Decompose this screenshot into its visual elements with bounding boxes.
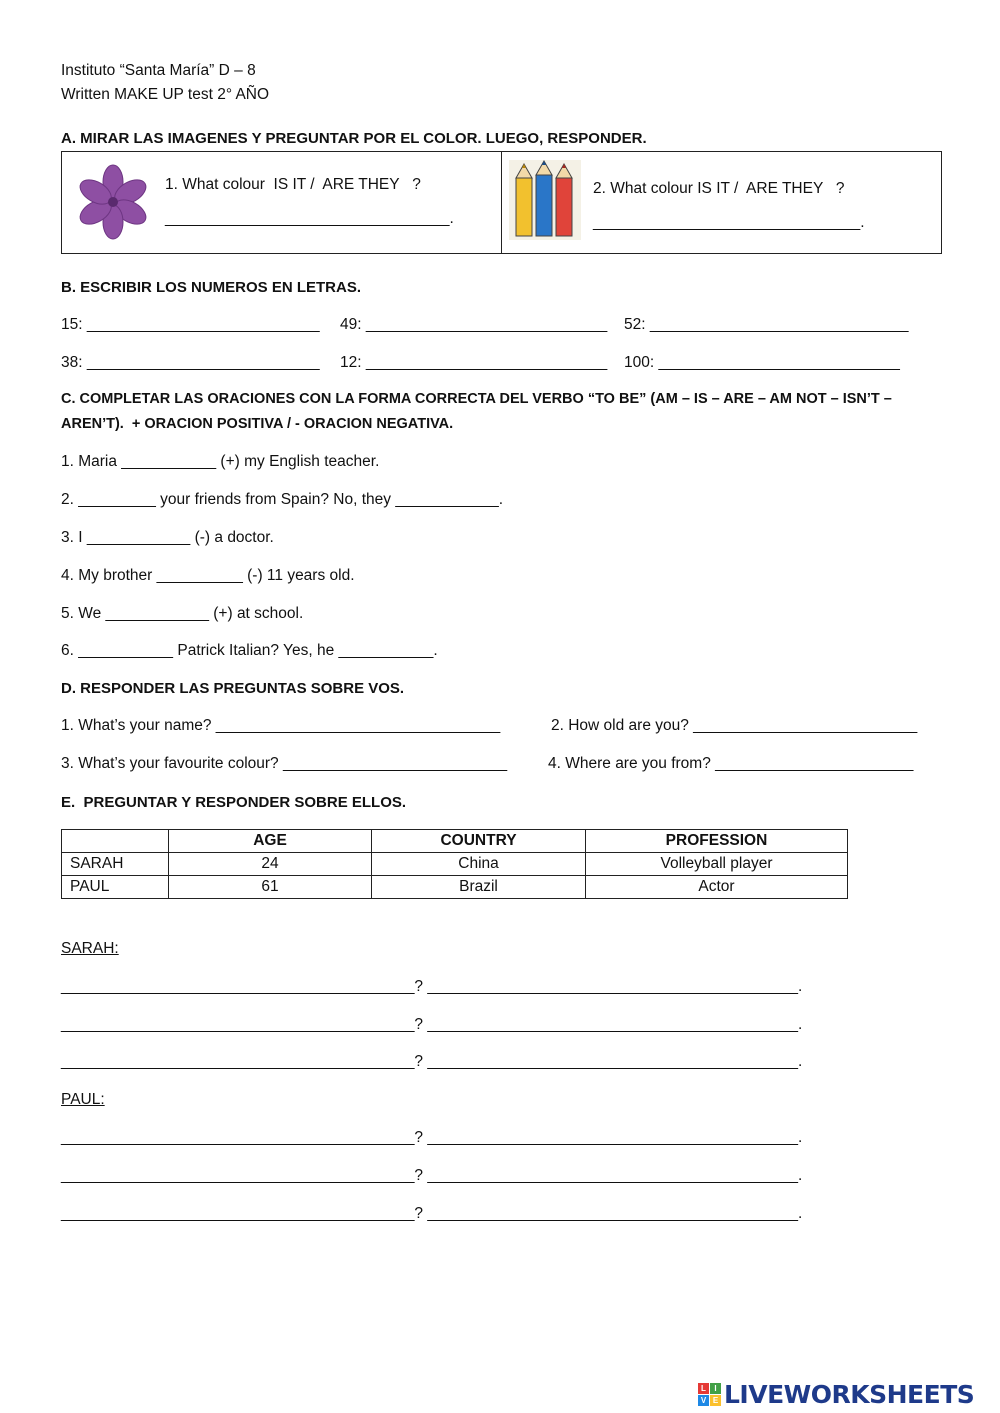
answer-1-line[interactable]: _________________________________. [165,210,454,227]
paul-label: PAUL: [61,1091,105,1108]
sentence-1[interactable]: 1. Maria ___________ (+) my English teacher. [61,453,380,470]
logo-mark-letter: E [710,1395,721,1406]
sentence-2[interactable]: 2. _________ your friends from Spain? No, they ____________. [61,491,504,508]
logo-mark-icon [698,1383,721,1406]
question-age[interactable]: 2. How old are you? __________________________ [551,717,918,734]
flower-image [75,164,151,240]
logo-text: LIVEWORKSHEETS [724,1379,975,1409]
number-38[interactable]: 38: ___________________________ [61,354,320,371]
section-c-title-line1: C. COMPLETAR LAS ORACIONES CON LA FORMA CORRECTA DEL VERBO “TO BE” (AM – IS – ARE – AM NOT – ISN’T – [61,391,892,407]
liveworksheets-logo [698,1377,974,1411]
paul-qa-line-3[interactable]: _________________________________________? ___________________________________________. [61,1205,803,1222]
answer-2-line[interactable]: _______________________________. [593,214,865,231]
sentence-5[interactable]: 5. We ____________ (+) at school. [61,605,304,622]
table-cell: Brazil [372,876,586,899]
table-cell: 61 [169,876,372,899]
table-header-row [62,830,848,853]
logo-mark-letter: L [698,1383,709,1394]
table-header-cell: PROFESSION [586,830,848,853]
number-49[interactable]: 49: ____________________________ [340,316,608,333]
section-c-title-line2: AREN’T). + ORACION POSITIVA / - ORACION NEGATIVA. [61,416,454,432]
question-favourite-colour[interactable]: 3. What’s your favourite colour? __________________________ [61,755,508,772]
sarah-qa-line-2[interactable]: _________________________________________? ___________________________________________. [61,1016,803,1033]
box-divider [501,152,502,253]
section-b-title: B. ESCRIBIR LOS NUMEROS EN LETRAS. [61,279,362,296]
sentence-3[interactable]: 3. I ____________ (-) a doctor. [61,529,274,546]
logo-mark-letter: V [698,1395,709,1406]
question-name[interactable]: 1. What’s your name? _________________________________ [61,717,501,734]
question-2: 2. What colour IS IT / ARE THEY ? [593,180,845,197]
sarah-label: SARAH: [61,940,119,957]
school-name: Instituto “Santa María” D – 8 [61,62,256,79]
section-a-box [61,151,942,254]
table-row [62,876,848,899]
question-1: 1. What colour IS IT / ARE THEY ? [165,176,421,193]
pencils-image [509,160,581,240]
section-e-title: E. PREGUNTAR Y RESPONDER SOBRE ELLOS. [61,794,407,811]
table-cell: Volleyball player [586,853,848,876]
sarah-qa-line-1[interactable]: _________________________________________? ___________________________________________. [61,978,803,995]
table-header-cell: AGE [169,830,372,853]
paul-qa-line-2[interactable]: _________________________________________? ___________________________________________. [61,1167,803,1184]
table-cell: 24 [169,853,372,876]
table-cell: SARAH [62,853,169,876]
section-a-title: A. MIRAR LAS IMAGENES Y PREGUNTAR POR EL COLOR. LUEGO, RESPONDER. [61,130,647,147]
table-header-cell: COUNTRY [372,830,586,853]
number-15[interactable]: 15: ___________________________ [61,316,320,333]
sentence-6[interactable]: 6. ___________ Patrick Italian? Yes, he ___________. [61,642,438,659]
table-row [62,853,848,876]
table-cell: PAUL [62,876,169,899]
number-12[interactable]: 12: ____________________________ [340,354,608,371]
number-52[interactable]: 52: ______________________________ [624,316,909,333]
question-origin[interactable]: 4. Where are you from? _______________________ [548,755,914,772]
sentence-4[interactable]: 4. My brother __________ (-) 11 years old. [61,567,355,584]
paul-qa-line-1[interactable]: _________________________________________? ___________________________________________. [61,1129,803,1146]
sarah-qa-line-3[interactable]: _________________________________________? ___________________________________________. [61,1053,803,1070]
table-cell: Actor [586,876,848,899]
logo-mark-letter: I [710,1383,721,1394]
number-100[interactable]: 100: ____________________________ [624,354,900,371]
people-table [61,829,848,899]
section-d-title: D. RESPONDER LAS PREGUNTAS SOBRE VOS. [61,680,405,697]
table-header-cell [62,830,169,853]
table-cell: China [372,853,586,876]
test-title: Written MAKE UP test 2° AÑO [61,86,270,103]
